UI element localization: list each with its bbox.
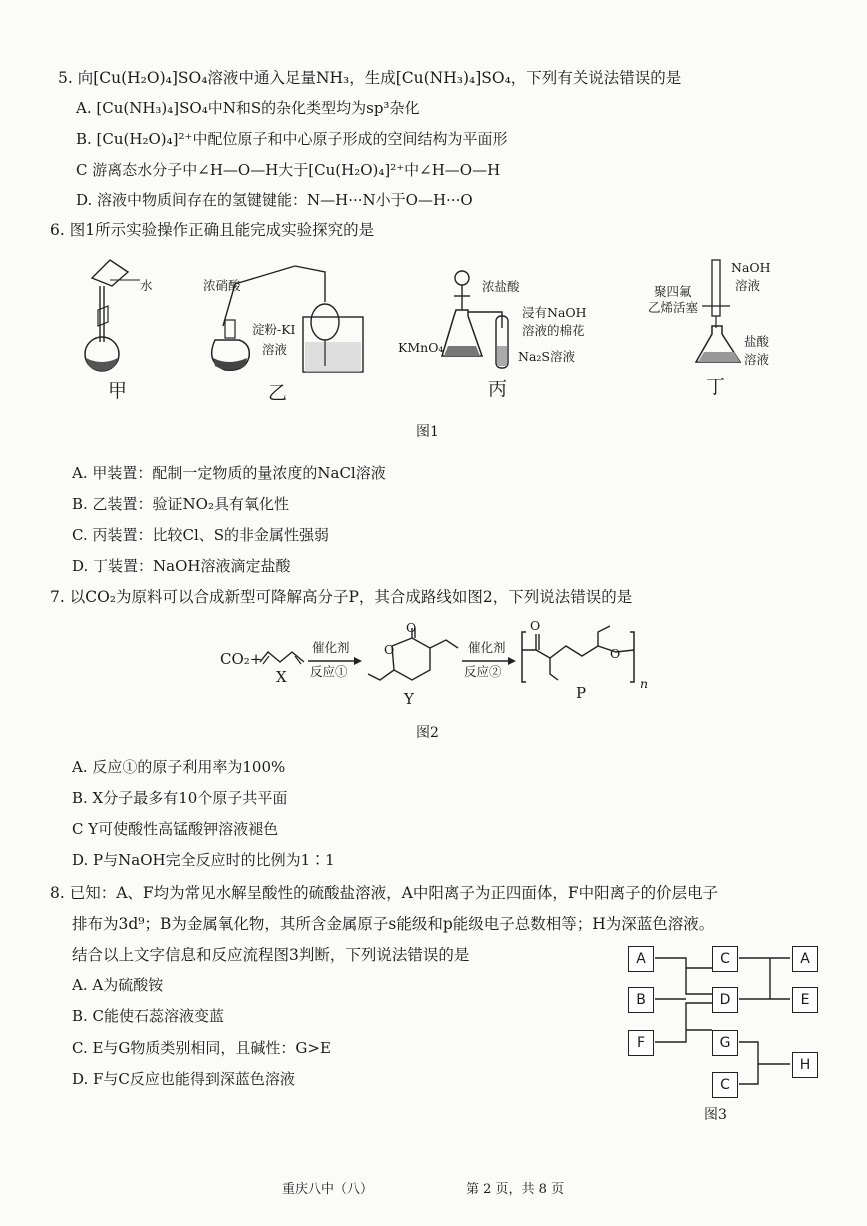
figure-1-caption: 图1 <box>416 424 439 440</box>
ding-ptfe-label-2: 乙烯活塞 <box>648 300 699 315</box>
q5-stem: 5. 向[Cu(H₂O)₄]SO₄溶液中通入足量NH₃，生成[Cu(NH₃)₄]SO₄，下列有关说法错误的是 <box>58 69 682 87</box>
molecule-x-label: X <box>276 668 287 686</box>
scheme-catalyst-2: 催化剂 <box>468 640 506 655</box>
polymer-p-label: P <box>576 684 587 702</box>
q8-option-d: D. F与C反应也能得到深蓝色溶液 <box>72 1070 295 1088</box>
bing-kmno4-label: KMnO₄ <box>398 340 444 355</box>
q6-option-d: D. 丁装置：NaOH溶液滴定盐酸 <box>72 557 291 575</box>
polymer-p-ester-o: O <box>610 646 621 661</box>
q5-option-c: C 游离态水分子中∠H—O—H大于[Cu(H₂O)₄]²⁺中∠H—O—H <box>76 161 501 179</box>
footer-page-number: 第 2 页，共 8 页 <box>466 1182 565 1197</box>
polymer-subscript-n: n <box>640 676 649 691</box>
q5-option-b: B. [Cu(H₂O)₄]²⁺中配位原子和中心原子形成的空间结构为平面形 <box>76 130 508 148</box>
scheme-co2: CO₂+ <box>220 650 263 668</box>
flow-box-f: F <box>628 1030 654 1056</box>
molecule-y-label: Y <box>404 690 414 708</box>
flow-box-g: G <box>712 1030 738 1056</box>
ding-naoh-label-2: 溶液 <box>735 278 761 293</box>
bing-acid-label: 浓盐酸 <box>482 279 520 294</box>
flow-box-e: E <box>792 987 818 1013</box>
q6-option-b: B. 乙装置：验证NO₂具有氧化性 <box>72 495 289 513</box>
scheme-reaction-1: 反应① <box>310 664 348 679</box>
apparatus-jia-label: 甲 <box>108 380 128 402</box>
q6-option-a: A. 甲装置：配制一定物质的量浓度的NaCl溶液 <box>72 464 386 482</box>
yi-solution-label-2: 溶液 <box>262 342 288 357</box>
flow-box-h: H <box>792 1052 818 1078</box>
q7-option-a: A. 反应①的原子利用率为100% <box>72 758 286 776</box>
molecule-y-ring-o: O <box>384 642 395 657</box>
ding-hcl-label-1: 盐酸 <box>744 334 770 349</box>
q6-option-c: C. 丙装置：比较Cl、S的非金属性强弱 <box>72 526 330 544</box>
polymer-p-carbonyl-o: O <box>530 618 541 633</box>
molecule-y-carbonyl-o: O <box>406 620 417 635</box>
bing-cotton-label-1: 浸有NaOH <box>522 305 587 320</box>
q7-option-d: D. P与NaOH完全反应时的比例为1∶1 <box>72 851 335 869</box>
apparatus-ding-label: 丁 <box>706 376 726 398</box>
q5-option-a: A. [Cu(NH₃)₄]SO₄中N和S的杂化类型均为sp³杂化 <box>76 99 420 117</box>
flow-box-c-lower: C <box>712 1072 738 1098</box>
figure-3-caption: 图3 <box>704 1107 727 1123</box>
yi-acid-label: 浓硝酸 <box>203 278 241 293</box>
q8-option-a: A. A为硫酸铵 <box>72 976 164 994</box>
apparatus-bing-label: 丙 <box>488 378 508 400</box>
q7-stem: 7. 以CO₂为原料可以合成新型可降解高分子P，其合成路线如图2，下列说法错误的是 <box>50 588 633 606</box>
ding-hcl-label-2: 溶液 <box>744 352 770 367</box>
q7-option-c: C Y可使酸性高锰酸钾溶液褪色 <box>72 820 279 838</box>
scheme-reaction-2: 反应② <box>464 664 502 679</box>
q8-stem-line-1: 8. 已知：A、F均为常见水解呈酸性的硫酸盐溶液，A中阳离子为正四面体，F中阳离子的价层电子 <box>50 884 719 902</box>
q8-stem-line-3: 结合以上文字信息和反应流程图3判断，下列说法错误的是 <box>72 946 470 964</box>
footer-school: 重庆八中（八） <box>282 1182 374 1197</box>
bing-cotton-label-2: 溶液的棉花 <box>522 323 585 338</box>
flow-box-b: B <box>628 987 654 1013</box>
flow-box-a-product: A <box>792 946 818 972</box>
q8-option-c: C. E与G物质类别相同，且碱性：G>E <box>72 1039 331 1057</box>
jia-water-label: 水 <box>140 278 153 293</box>
ding-ptfe-label-1: 聚四氟 <box>654 284 692 299</box>
q8-stem-line-2: 排布为3d⁹；B为金属氧化物，其所含金属原子s能级和p能级电子总数相等；H为深蓝色溶液。 <box>72 915 715 933</box>
flow-box-d: D <box>712 987 738 1013</box>
scheme-catalyst-1: 催化剂 <box>312 640 350 655</box>
figure-2-caption: 图2 <box>416 725 439 741</box>
ding-naoh-label-1: NaOH <box>731 260 771 275</box>
apparatus-yi-label: 乙 <box>268 382 288 404</box>
q5-option-d: D. 溶液中物质间存在的氢键键能：N—H···N小于O—H···O <box>76 191 473 209</box>
flow-box-c: C <box>712 946 738 972</box>
yi-solution-label-1: 淀粉-KI <box>252 322 296 337</box>
bing-na2s-label: Na₂S溶液 <box>518 349 575 364</box>
q7-option-b: B. X分子最多有10个原子共平面 <box>72 789 288 807</box>
q8-option-b: B. C能使石蕊溶液变蓝 <box>72 1007 225 1025</box>
flow-box-a: A <box>628 946 654 972</box>
q6-stem: 6. 图1所示实验操作正确且能完成实验探究的是 <box>50 221 375 239</box>
